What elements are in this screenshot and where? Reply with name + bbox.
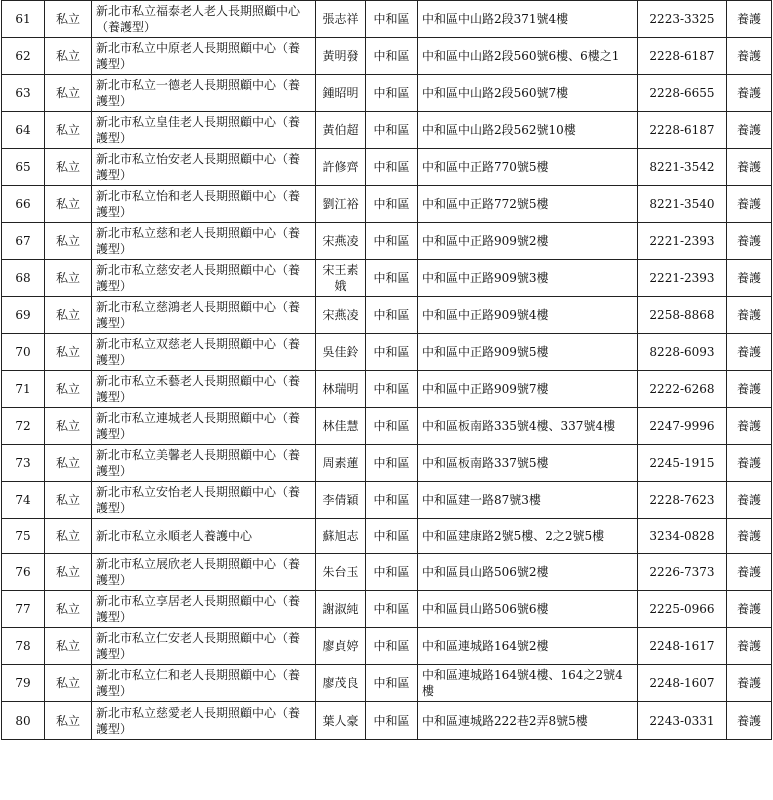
facility-name: 新北市私立慈安老人長期照顧中心（養護型） — [92, 260, 316, 297]
responsible-person: 林瑞明 — [316, 371, 366, 408]
phone: 2226-7373 — [638, 554, 727, 591]
ownership-type: 私立 — [45, 665, 92, 702]
care-category: 養護 — [727, 482, 772, 519]
care-category: 養護 — [727, 554, 772, 591]
address: 中和區中正路909號2樓 — [418, 223, 638, 260]
phone: 8228-6093 — [638, 334, 727, 371]
care-category: 養護 — [727, 186, 772, 223]
row-number: 66 — [2, 186, 45, 223]
district: 中和區 — [366, 260, 418, 297]
ownership-type: 私立 — [45, 702, 92, 740]
phone: 2228-6655 — [638, 75, 727, 112]
phone: 2248-1617 — [638, 628, 727, 665]
row-number: 63 — [2, 75, 45, 112]
table-row — [2, 371, 772, 408]
address: 中和區連城路164號2樓 — [418, 628, 638, 665]
care-category: 養護 — [727, 297, 772, 334]
row-number: 71 — [2, 371, 45, 408]
address: 中和區中正路909號4樓 — [418, 297, 638, 334]
table-row — [2, 186, 772, 223]
table-row — [2, 519, 772, 554]
responsible-person: 朱台玉 — [316, 554, 366, 591]
table-row — [2, 334, 772, 371]
facility-name: 新北市私立怡安老人長期照顧中心（養護型） — [92, 149, 316, 186]
row-number: 77 — [2, 591, 45, 628]
ownership-type: 私立 — [45, 519, 92, 554]
responsible-person: 張志祥 — [316, 1, 366, 38]
table-row — [2, 149, 772, 186]
table-row — [2, 665, 772, 702]
address: 中和區連城路222巷2弄8號5樓 — [418, 702, 638, 740]
phone: 3234-0828 — [638, 519, 727, 554]
responsible-person: 吳佳鈴 — [316, 334, 366, 371]
address: 中和區中正路772號5樓 — [418, 186, 638, 223]
ownership-type: 私立 — [45, 628, 92, 665]
ownership-type: 私立 — [45, 260, 92, 297]
district: 中和區 — [366, 408, 418, 445]
care-category: 養護 — [727, 38, 772, 75]
row-number: 65 — [2, 149, 45, 186]
row-number: 62 — [2, 38, 45, 75]
ownership-type: 私立 — [45, 371, 92, 408]
row-number: 64 — [2, 112, 45, 149]
facility-name: 新北市私立慈愛老人長期照顧中心（養護型） — [92, 702, 316, 740]
phone: 2221-2393 — [638, 260, 727, 297]
care-category: 養護 — [727, 371, 772, 408]
phone: 2225-0966 — [638, 591, 727, 628]
row-number: 78 — [2, 628, 45, 665]
ownership-type: 私立 — [45, 482, 92, 519]
ownership-type: 私立 — [45, 223, 92, 260]
address: 中和區中山路2段560號6樓、6樓之1 — [418, 38, 638, 75]
row-number: 67 — [2, 223, 45, 260]
facility-name: 新北市私立美馨老人長期照顧中心（養護型） — [92, 445, 316, 482]
district: 中和區 — [366, 223, 418, 260]
facility-name: 新北市私立皇佳老人長期照顧中心（養護型） — [92, 112, 316, 149]
responsible-person: 黃伯超 — [316, 112, 366, 149]
district: 中和區 — [366, 75, 418, 112]
phone: 2223-3325 — [638, 1, 727, 38]
care-category: 養護 — [727, 1, 772, 38]
ownership-type: 私立 — [45, 554, 92, 591]
ownership-type: 私立 — [45, 149, 92, 186]
responsible-person: 黃明發 — [316, 38, 366, 75]
row-number: 72 — [2, 408, 45, 445]
responsible-person: 謝淑純 — [316, 591, 366, 628]
care-category: 養護 — [727, 112, 772, 149]
responsible-person: 李倩穎 — [316, 482, 366, 519]
ownership-type: 私立 — [45, 186, 92, 223]
district: 中和區 — [366, 297, 418, 334]
care-category: 養護 — [727, 628, 772, 665]
table-row — [2, 628, 772, 665]
table-row — [2, 702, 772, 740]
responsible-person: 宋燕凌 — [316, 297, 366, 334]
facility-name: 新北市私立仁安老人長期照顧中心（養護型） — [92, 628, 316, 665]
phone: 2247-9996 — [638, 408, 727, 445]
phone: 8221-3542 — [638, 149, 727, 186]
address: 中和區板南路337號5樓 — [418, 445, 638, 482]
district: 中和區 — [366, 38, 418, 75]
responsible-person: 許修齊 — [316, 149, 366, 186]
table-row — [2, 38, 772, 75]
responsible-person: 鍾昭明 — [316, 75, 366, 112]
ownership-type: 私立 — [45, 408, 92, 445]
facility-name: 新北市私立福泰老人老人長期照顧中心（養護型） — [92, 1, 316, 38]
address: 中和區中正路909號7樓 — [418, 371, 638, 408]
table-row — [2, 260, 772, 297]
care-category: 養護 — [727, 75, 772, 112]
row-number: 73 — [2, 445, 45, 482]
facility-name: 新北市私立怡和老人長期照顧中心（養護型） — [92, 186, 316, 223]
facility-name: 新北市私立仁和老人長期照顧中心（養護型） — [92, 665, 316, 702]
phone: 2228-7623 — [638, 482, 727, 519]
responsible-person: 蘇旭志 — [316, 519, 366, 554]
table-row — [2, 223, 772, 260]
table-row — [2, 554, 772, 591]
care-category: 養護 — [727, 223, 772, 260]
care-category: 養護 — [727, 591, 772, 628]
care-category: 養護 — [727, 149, 772, 186]
responsible-person: 周素蓮 — [316, 445, 366, 482]
address: 中和區中山路2段560號7樓 — [418, 75, 638, 112]
ownership-type: 私立 — [45, 334, 92, 371]
phone: 2258-8868 — [638, 297, 727, 334]
district: 中和區 — [366, 665, 418, 702]
table-row — [2, 75, 772, 112]
responsible-person: 宋王素娥 — [316, 260, 366, 297]
row-number: 70 — [2, 334, 45, 371]
row-number: 80 — [2, 702, 45, 740]
table-row — [2, 112, 772, 149]
responsible-person: 林佳慧 — [316, 408, 366, 445]
care-category: 養護 — [727, 665, 772, 702]
table-row — [2, 297, 772, 334]
responsible-person: 廖茂良 — [316, 665, 366, 702]
row-number: 74 — [2, 482, 45, 519]
address: 中和區建康路2號5樓、2之2號5樓 — [418, 519, 638, 554]
ownership-type: 私立 — [45, 1, 92, 38]
row-number: 76 — [2, 554, 45, 591]
responsible-person: 劉江裕 — [316, 186, 366, 223]
ownership-type: 私立 — [45, 591, 92, 628]
table-row — [2, 482, 772, 519]
responsible-person: 廖貞婷 — [316, 628, 366, 665]
facility-name: 新北市私立慈鴻老人長期照顧中心（養護型） — [92, 297, 316, 334]
address: 中和區中正路770號5樓 — [418, 149, 638, 186]
facility-name: 新北市私立慈和老人長期照顧中心（養護型） — [92, 223, 316, 260]
facility-name: 新北市私立安怡老人長期照顧中心（養護型） — [92, 482, 316, 519]
facility-name: 新北市私立一德老人長期照顧中心（養護型） — [92, 75, 316, 112]
phone: 2222-6268 — [638, 371, 727, 408]
phone: 2228-6187 — [638, 38, 727, 75]
care-category: 養護 — [727, 408, 772, 445]
district: 中和區 — [366, 186, 418, 223]
district: 中和區 — [366, 1, 418, 38]
facility-name: 新北市私立中原老人長期照顧中心（養護型） — [92, 38, 316, 75]
table-row — [2, 1, 772, 38]
district: 中和區 — [366, 482, 418, 519]
ownership-type: 私立 — [45, 445, 92, 482]
table-row — [2, 591, 772, 628]
responsible-person: 葉人豪 — [316, 702, 366, 740]
address: 中和區板南路335號4樓、337號4樓 — [418, 408, 638, 445]
responsible-person: 宋燕凌 — [316, 223, 366, 260]
care-category: 養護 — [727, 334, 772, 371]
address: 中和區中正路909號3樓 — [418, 260, 638, 297]
facility-table — [1, 0, 772, 740]
row-number: 61 — [2, 1, 45, 38]
care-category: 養護 — [727, 702, 772, 740]
care-category: 養護 — [727, 445, 772, 482]
phone: 2221-2393 — [638, 223, 727, 260]
care-category: 養護 — [727, 519, 772, 554]
row-number: 75 — [2, 519, 45, 554]
table-row — [2, 445, 772, 482]
address: 中和區中山路2段562號10樓 — [418, 112, 638, 149]
phone: 2228-6187 — [638, 112, 727, 149]
facility-name: 新北市私立連城老人長期照顧中心（養護型） — [92, 408, 316, 445]
care-category: 養護 — [727, 260, 772, 297]
district: 中和區 — [366, 702, 418, 740]
district: 中和區 — [366, 554, 418, 591]
district: 中和區 — [366, 519, 418, 554]
address: 中和區建一路87號3樓 — [418, 482, 638, 519]
district: 中和區 — [366, 112, 418, 149]
address: 中和區員山路506號6樓 — [418, 591, 638, 628]
district: 中和區 — [366, 371, 418, 408]
ownership-type: 私立 — [45, 112, 92, 149]
district: 中和區 — [366, 334, 418, 371]
phone: 2248-1607 — [638, 665, 727, 702]
district: 中和區 — [366, 445, 418, 482]
phone: 8221-3540 — [638, 186, 727, 223]
phone: 2245-1915 — [638, 445, 727, 482]
phone: 2243-0331 — [638, 702, 727, 740]
district: 中和區 — [366, 628, 418, 665]
ownership-type: 私立 — [45, 75, 92, 112]
table-row — [2, 408, 772, 445]
address: 中和區中正路909號5樓 — [418, 334, 638, 371]
address: 中和區中山路2段371號4樓 — [418, 1, 638, 38]
ownership-type: 私立 — [45, 38, 92, 75]
facility-name: 新北市私立展欣老人長期照顧中心（養護型） — [92, 554, 316, 591]
facility-name: 新北市私立永順老人養護中心 — [92, 519, 316, 554]
facility-name: 新北市私立双慈老人長期照顧中心（養護型） — [92, 334, 316, 371]
facility-name: 新北市私立禾藝老人長期照顧中心（養護型） — [92, 371, 316, 408]
district: 中和區 — [366, 149, 418, 186]
ownership-type: 私立 — [45, 297, 92, 334]
address: 中和區連城路164號4樓、164之2號4樓 — [418, 665, 638, 702]
facility-name: 新北市私立享居老人長期照顧中心（養護型） — [92, 591, 316, 628]
row-number: 69 — [2, 297, 45, 334]
row-number: 68 — [2, 260, 45, 297]
district: 中和區 — [366, 591, 418, 628]
row-number: 79 — [2, 665, 45, 702]
address: 中和區員山路506號2樓 — [418, 554, 638, 591]
